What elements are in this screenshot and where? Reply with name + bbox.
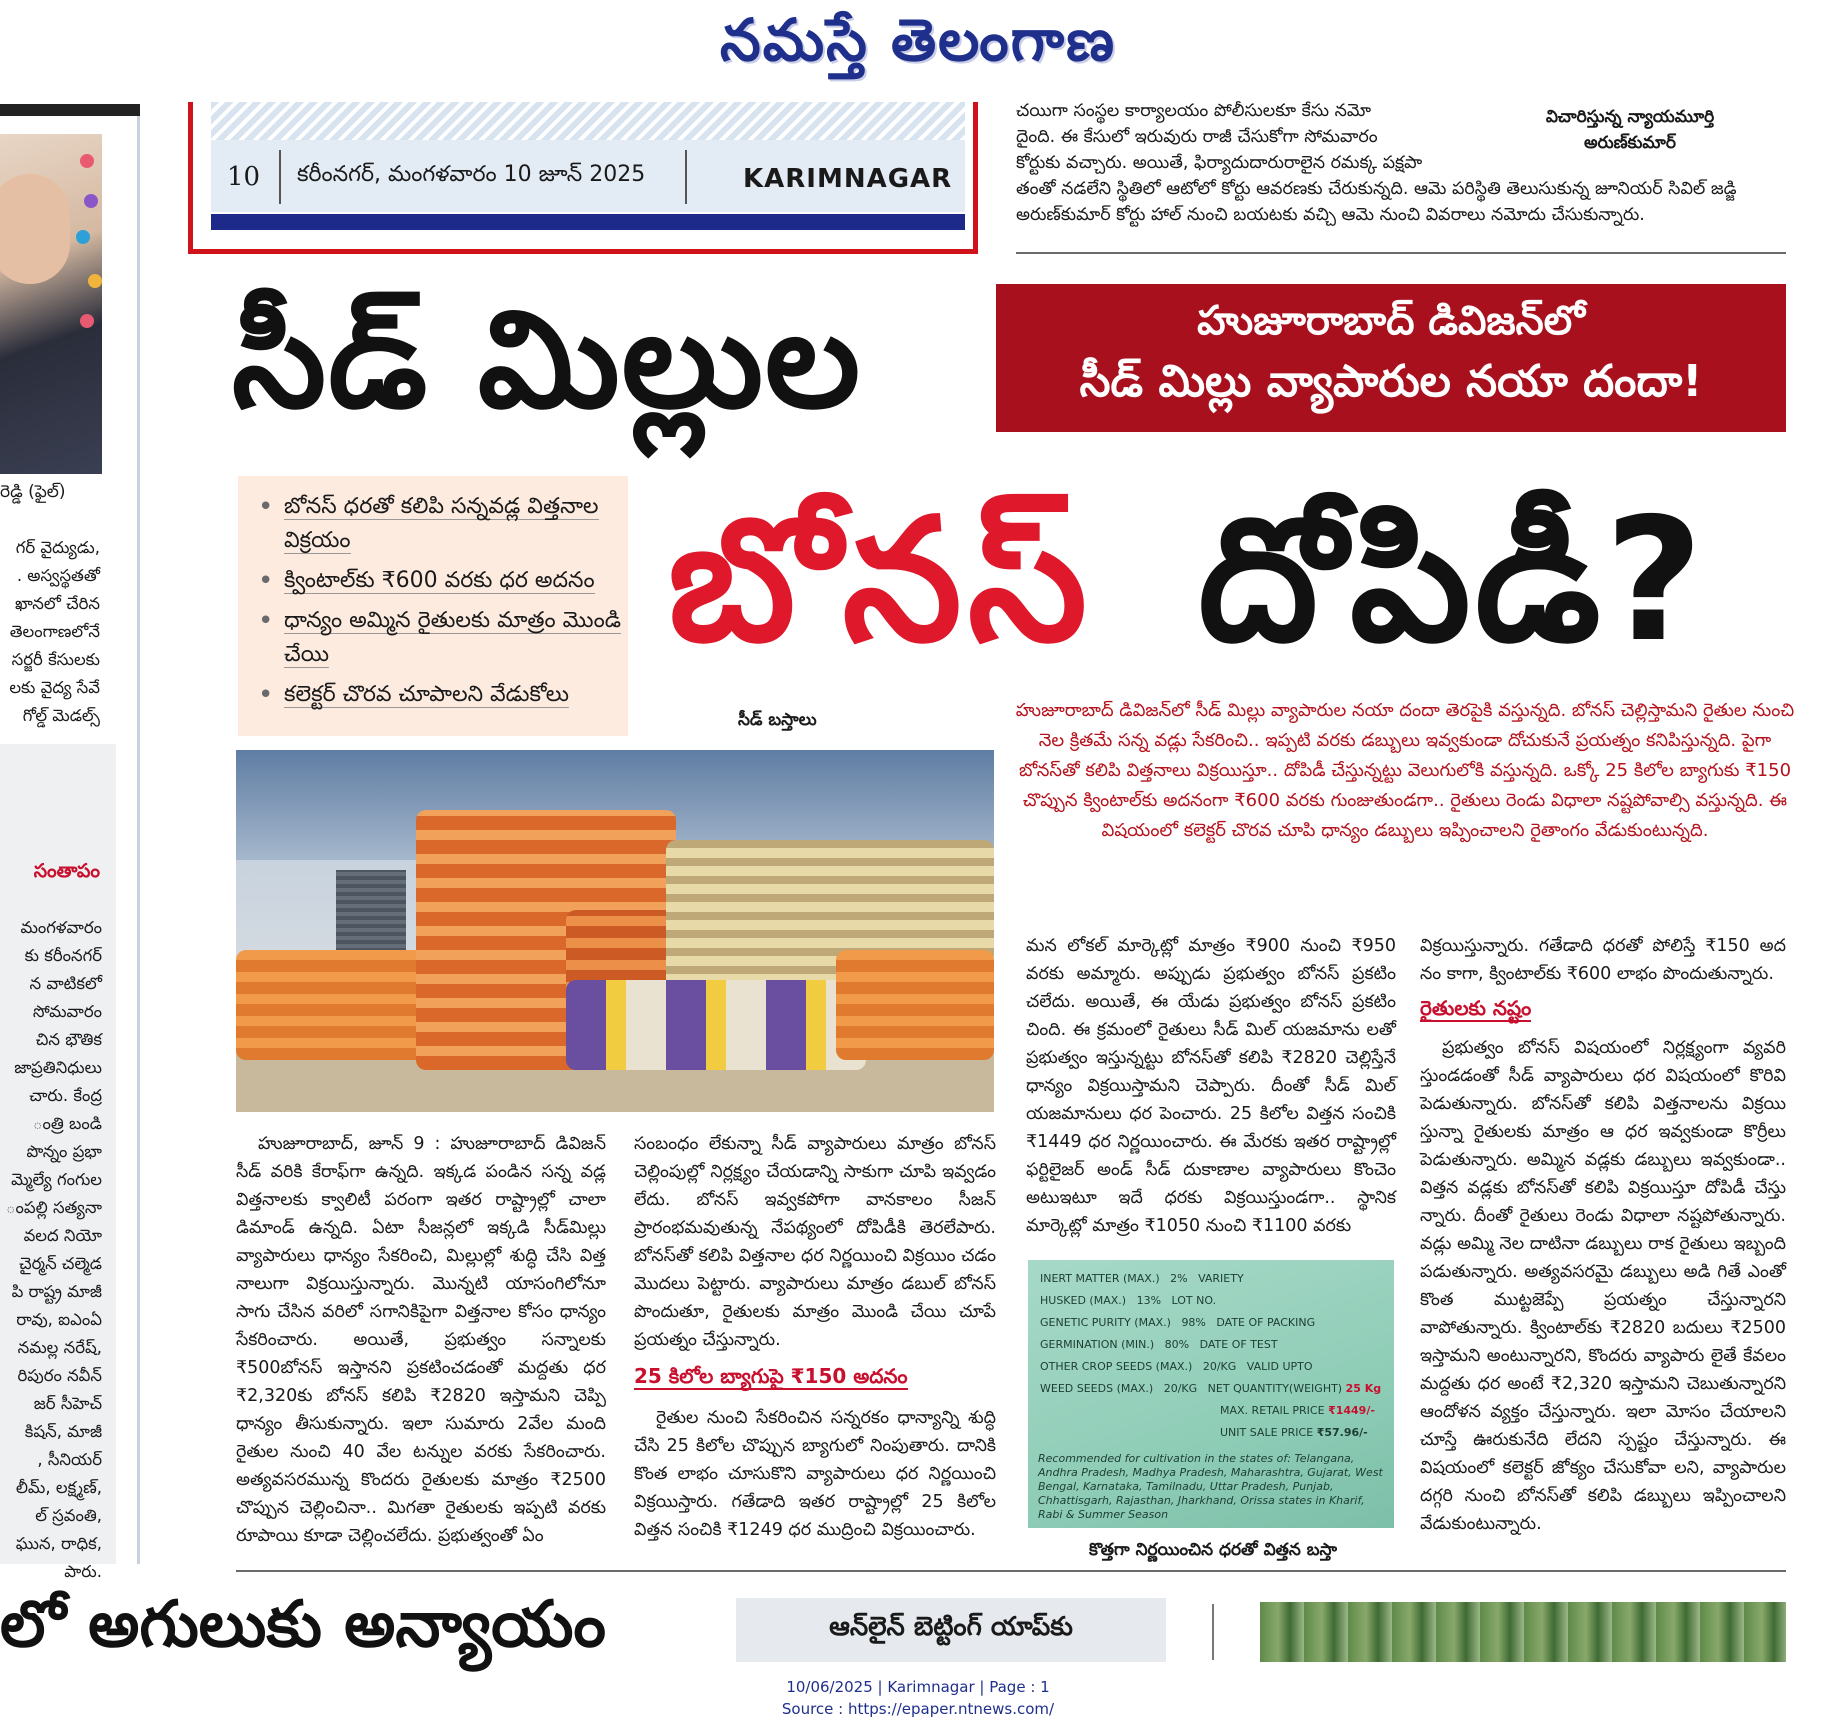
story-intro: హుజూరాబాద్ డివిజన్‌లో సీడ్ మిల్లు వ్యాపారుల నయా దందా తెరపైకి వస్తున్నది. బోనస్ చెల్లిస్తామని రైతుల నుంచి నెల క్రితమే సన్న వడ్లు సేకరించి.. ఇప్పటి వరకు డబ్బులు ఇవ్వకుండా దోచుకునే ప్రయత్నం కనిపిస్తున్నది. పైగా బోనస్‌తో కలిపి విత్తనాలు విక్రయిస్తూ.. దోపిడీ చేస్తున్నట్టు వెలుగులోకి వస్తున్నది. ఒక్కో 25 కిలోల బ్యాగుకు ₹150 చొప్పున క్వింటాల్‌కు అదనంగా ₹600 వరకు గుంజుతుండగా.. రైతులు రెండు విధాలా నష్టపోవాల్సి వస్తున్నది. ఈ విషయంలో కలెక్టర్ చొరవ చూపి ధాన్యం డబ్బులు ఇప్పించాలని రైతాంగం వేడుకుంటున్నది. xyxy=(1015,700,1795,841)
top-story-text-2: తంతో నడలేని స్థితిలో ఆటోలో కోర్టు ఆవరణకు చేరుకున్నది. ఆమె పరిస్థితి తెలుసుకున్న జూనియర్ సివిల్ జడ్జి అరుణ్‌కుమార్ కోర్టు హాల్ నుంచి బయటకు వచ్చి ఆమె నుంచి వివరాలు నమోదు చేసుకున్నారు. xyxy=(1016,179,1737,225)
dateline: కరీంనగర్, మంగళవారం 10 జూన్ 2025 xyxy=(297,162,646,187)
top-story-photo-caption: విచారిస్తున్న న్యాయమూర్తి అరుణ్‌కుమార్ xyxy=(1545,107,1715,153)
left-text-2: మంగళవారం కు కరీంనగర్ న వాటికలో సోమవారం చిన భౌతిక జాప్రతినిధులు చారు. కేంద్ర ంత్రి బండి పొన్నం ప్రభా మ్మెల్యే గంగుల ంపల్లి సత్యనా వలద నియో చైర్మన్ చల్మెడ పి రాష్ట్ర మాజీ రావు, ఐఎంఏ నమల్ల నరేష్, రిపురం నవీన్ జర్ సీహెచ్ కిషన్, మాజీ , సీనియర్ లీమ్, లక్ష్మణ్, ల్ స్రవంతి, ఘున, రాధిక, పారు. xyxy=(5,918,102,1581)
bag-photo-caption: కొత్తగా నిర్ణయించిన ధరతో విత్తన బస్తా xyxy=(1088,1540,1338,1560)
footer-source[interactable]: Source : https://epaper.ntnews.com/ xyxy=(781,1700,1055,1718)
edition-name: KARIMNAGAR xyxy=(743,164,953,194)
kicker-line-2: సీడ్ మిల్లు వ్యాపారుల నయా దందా! xyxy=(1079,356,1703,407)
bottom-teaser-box: ఆన్‌లైన్ బెట్టింగ్ యాప్‌కు xyxy=(736,1598,1166,1662)
bottom-headline: లో అగులుకు అన్యాయం xyxy=(0,1588,606,1662)
top-story-text: చయిగా సంస్థల కార్యాలయం పోలీసులకూ కేసు నమో దైంది. ఈ కేసులో ఇరువురు రాజీ చేసుకోగా సోమవారం కోర్టుకు వచ్చారు. అయితే, ఫిర్యాదుదారురాలైన రమక్క పక్షపా xyxy=(1016,101,1423,173)
divider xyxy=(1016,252,1786,254)
date-strip xyxy=(188,102,978,254)
left-column-photo xyxy=(0,134,102,474)
left-heading: సంతాపం xyxy=(33,860,100,882)
headline-part-2-red: బోనస్ xyxy=(668,482,1094,680)
body-column-2: సంబంధం లేకున్నా సీడ్ వ్యాపారులు మాత్రం బోనస్ చెల్లింపుల్లో నిర్లక్ష్యం చేయడాన్ని సాకుగా చూపి ఇవ్వడం లేదు. బోనస్ ఇవ్వకపోగా వానకాలం సీజన్ ప్రారంభమవుతున్న నేపథ్యంలో దోపిడీకి తెరలేపారు. బోనస్‌తో కలిపి విత్తనాల ధర నిర్ణయించి విక్రయిం చడం మొదలు పెట్టారు. వ్యాపారులు మాత్రం డబుల్ బోనస్ పొందుతూ, రైతులకు మాత్రం మొండి చేయి చూపే ప్రయత్నం చేస్తున్నారు. 25 కిలోల బ్యాగుపై ₹150 అదనం రైతుల నుంచి సేకరించిన సన్నరకం ధాన్యాన్ని శుద్ధి చేసి 25 కిలోల చొప్పున బ్యాగులో నింపుతారు. దానికి కొంత లాభం చూసుకొని వ్యాపారులు ధర నిర్ణయించి విక్రయిస్తారు. గతేడాది ఇతర రాష్ట్రాల్లో 25 కిలోల విత్తన సంచికి ₹1249 ధర ముద్రించి విక్రయించారు. xyxy=(634,1134,996,1540)
seed-bag-label-photo: INERT MATTER (MAX.) 2% VARIETY HUSKED (MAX.) 13% LOT NO. GENETIC PURITY (MAX.) 98% DATE OF PACKING GERMINATION (MIN.) 80% DATE OF TEST OTHER CROP SEEDS (MAX.) 20/KG VALID UPTO WEED SEEDS (MAX.) 20/KG NET QUANTITY(WEIGHT) 25 Kg MAX. RETAIL PRICE ₹1449/- UNIT SALE PRICE ₹57.96/- Recommended for cultivation in the states of: Telangana, Andhra Pradesh, Madhya Pradesh, Maharashtra, Gujarat, West Bengal, Karnataka, Tamilnadu, Uttar Pradesh, Punjab, Chhattisgarh, Rajasthan, Jharkhand, Orissa states in Kharif, Rabi & Summer Season xyxy=(1028,1260,1394,1528)
kicker-box xyxy=(996,284,1786,432)
highlight-item: • ధాన్యం అమ్మిన రైతులకు మాత్రం మొండి చేయి xyxy=(254,604,628,672)
headline-part-1: సీడ్ మిల్లుల xyxy=(232,282,863,438)
highlight-item: • బోనస్ ధరతో కలిపి సన్నవడ్ల విత్తనాల విక్రయం xyxy=(254,490,628,558)
body-column-3: మన లోకల్ మార్కెట్లో మాత్రం ₹900 నుంచి ₹950 వరకు అమ్మారు. అప్పుడు ప్రభుత్వం బోనస్ ప్రకటిం చలేదు. అయితే, ఈ యేడు ప్రభుత్వం బోనస్ ప్రకటిం చింది. ఈ క్రమంలో రైతులు సీడ్ మిల్ యజమాను లతో ప్రభుత్వం ఇస్తున్నట్టు బోనస్‌తో కలిపి ₹2820 చెల్లిస్తేనే ధాన్యం విక్రయిస్తామని చెప్పారు. దీంతో సీడ్ మిల్ యజమానులు ధర పెంచారు. 25 కిలోల విత్తన సంచికి ₹1449 ధర నిర్ణయించారు. ఈ మేరకు ఇతర రాష్ట్రాల్లో ఫర్టిలైజర్ అండ్ సీడ్ దుకాణాల వ్యాపారులు కొంచెం అటుఇటూ ఇదే ధరకు విక్రయిస్తుండగా.. స్థానిక మార్కెట్లో మాత్రం ₹1050 నుంచి ₹1100 వరకు xyxy=(1026,936,1396,1236)
left-text: గర్ వైద్యుడు, . అస్వస్థతతో ఖానలో చేరిన తెలంగాణలోనే సర్జరీ కేసులకు లకు వైద్య సేవే గోల్డ్ మెడల్స్ xyxy=(9,538,100,725)
footer-line-1: 10/06/2025 | Karimnagar | Page : 1 xyxy=(786,1678,1050,1696)
footer xyxy=(0,1676,1836,1720)
body-column-1: హుజూరాబాద్, జూన్ 9 : హుజూరాబాద్ డివిజన్ సీడ్ వరికి కేరాఫ్‌గా ఉన్నది. ఇక్కడ పండిన సన్న వడ్ల విత్తనాలకు క్వాలిటీ పరంగా ఇతర రాష్ట్రాల్లో చాలా డిమాండ్ ఉన్నది. ఏటా సీజన్లలో ఇక్కడి సీడ్‌మిల్లు వ్యాపారులు ధాన్యం సేకరించి, మిల్లుల్లో శుద్ధి చేసి విత్త నాలుగా విక్రయిస్తున్నారు. మొన్నటి యాసంగిలోనూ సాగు చేసిన వరిలో సగానికిపైగా విత్తనాల కోసం ధాన్యం సేకరించారు. అయితే, ప్రభుత్వం సన్నాలకు ₹500బోనస్ ఇస్తానని ప్రకటించడంతో మద్దతు ధర ₹2,320కు బోనస్ కలిపి ₹2820 ఇస్తామని చెప్పి ధాన్యం తీసుకున్నారు. ఇలా సుమారు 2వేల మంది రైతుల నుంచి 40 వేల టన్నుల వరకు సేకరించారు. అత్యవసరమున్న కొందరు రైతులకు మాత్రం ₹2500 చొప్పున చెల్లించినా.. మిగతా రైతులకు ఇప్పటి వరకు రూపాయి కూడా చెల్లించలేదు. ప్రభుత్వంతో ఏం xyxy=(236,1134,606,1546)
trees-photo xyxy=(1260,1602,1786,1662)
left-photo-caption: రెడ్డి (ఫైల్) xyxy=(0,482,66,502)
divider xyxy=(1212,1604,1214,1660)
divider xyxy=(236,1570,1786,1572)
photo-label: సీడ్ బస్తాలు xyxy=(738,710,817,730)
subhead-bag-price: 25 కిలోల బ్యాగుపై ₹150 అదనం xyxy=(634,1364,908,1388)
left-column xyxy=(0,104,140,1581)
kicker-line-1: హుజూరాబాద్ డివిజన్‌లో xyxy=(1197,298,1585,344)
subhead-farmers-loss: రైతులకు నష్టం xyxy=(1420,996,1532,1020)
page-number: 10 xyxy=(227,162,261,192)
left-column-bar xyxy=(0,104,140,116)
highlights-list xyxy=(238,476,628,736)
highlight-item: • క్వింటాల్‌కు ₹600 వరకు ధర అదనం xyxy=(254,564,628,598)
highlight-item: • కలెక్టర్ చొరవ చూపాలని వేడుకోలు xyxy=(254,678,628,712)
seed-bags-photo xyxy=(236,750,994,1112)
body-column-4: విక్రయిస్తున్నారు. గతేడాది ధరతో పోలిస్తే ₹150 అద నం కాగా, క్వింటాల్‌కు ₹600 లాభం పొందుతున్నారు. రైతులకు నష్టం ప్రభుత్వం బోనస్ విషయంలో నిర్లక్ష్యంగా వ్యవరి స్తుండడంతో సీడ్ వ్యాపారులు ధర విషయంలో కొరివి పెడుతున్నారు. బోనస్‌తో కలిపి విత్తనాలను విక్రయి స్తున్నా రైతులకు మాత్రం ఆ ధర ఇవ్వకుండా కొర్రీలు పెడుతున్నారు. అమ్మిన వడ్లకు డబ్బులు ఇవ్వకుండా.. విత్తన వడ్లకు బోనస్‌తో కలిపి విక్రయిస్తూ దోపిడీ చేస్తు న్నారు. దీంతో రైతులు రెండు విధాలా నష్టపోతున్నారు. వడ్లు అమ్మి నెల దాటినా డబ్బులు రాక రైతులు ఇబ్బంది పడుతున్నారు. అత్యవసరమై డబ్బులు అడి గితే ఎంతో కొంత ముట్టజెప్పే ప్రయత్నం చేస్తున్నారని వాపోతున్నారు. క్వింటాల్‌కు ₹2820 బదులు ₹2500 ఇస్తామని అంటున్నారని, కొందరు వ్యాపారు లైతే కేవలం మద్దతు ధర అంటే ₹2,320 ఇస్తామని చెబుతున్నారని ఆందోళన వ్యక్తం చేస్తున్నారు. ఇలా మోసం చేయాలని చూస్తే ఊరుకునేది లేదని స్పష్టం చేస్తున్నారు. ఈ విషయంలో కలెక్టర్ జోక్యం చేసుకోవా లని, వ్యాపారుల దగ్గరి నుంచి బోనస్‌తో కలిపి డబ్బులు ఇప్పించాలని వేడుకుంటున్నారు. xyxy=(1420,936,1786,1534)
masthead-title: నమస్తే తెలంగాణ xyxy=(720,6,1116,74)
headline-part-2-black: దోపిడీ? xyxy=(1198,482,1708,680)
